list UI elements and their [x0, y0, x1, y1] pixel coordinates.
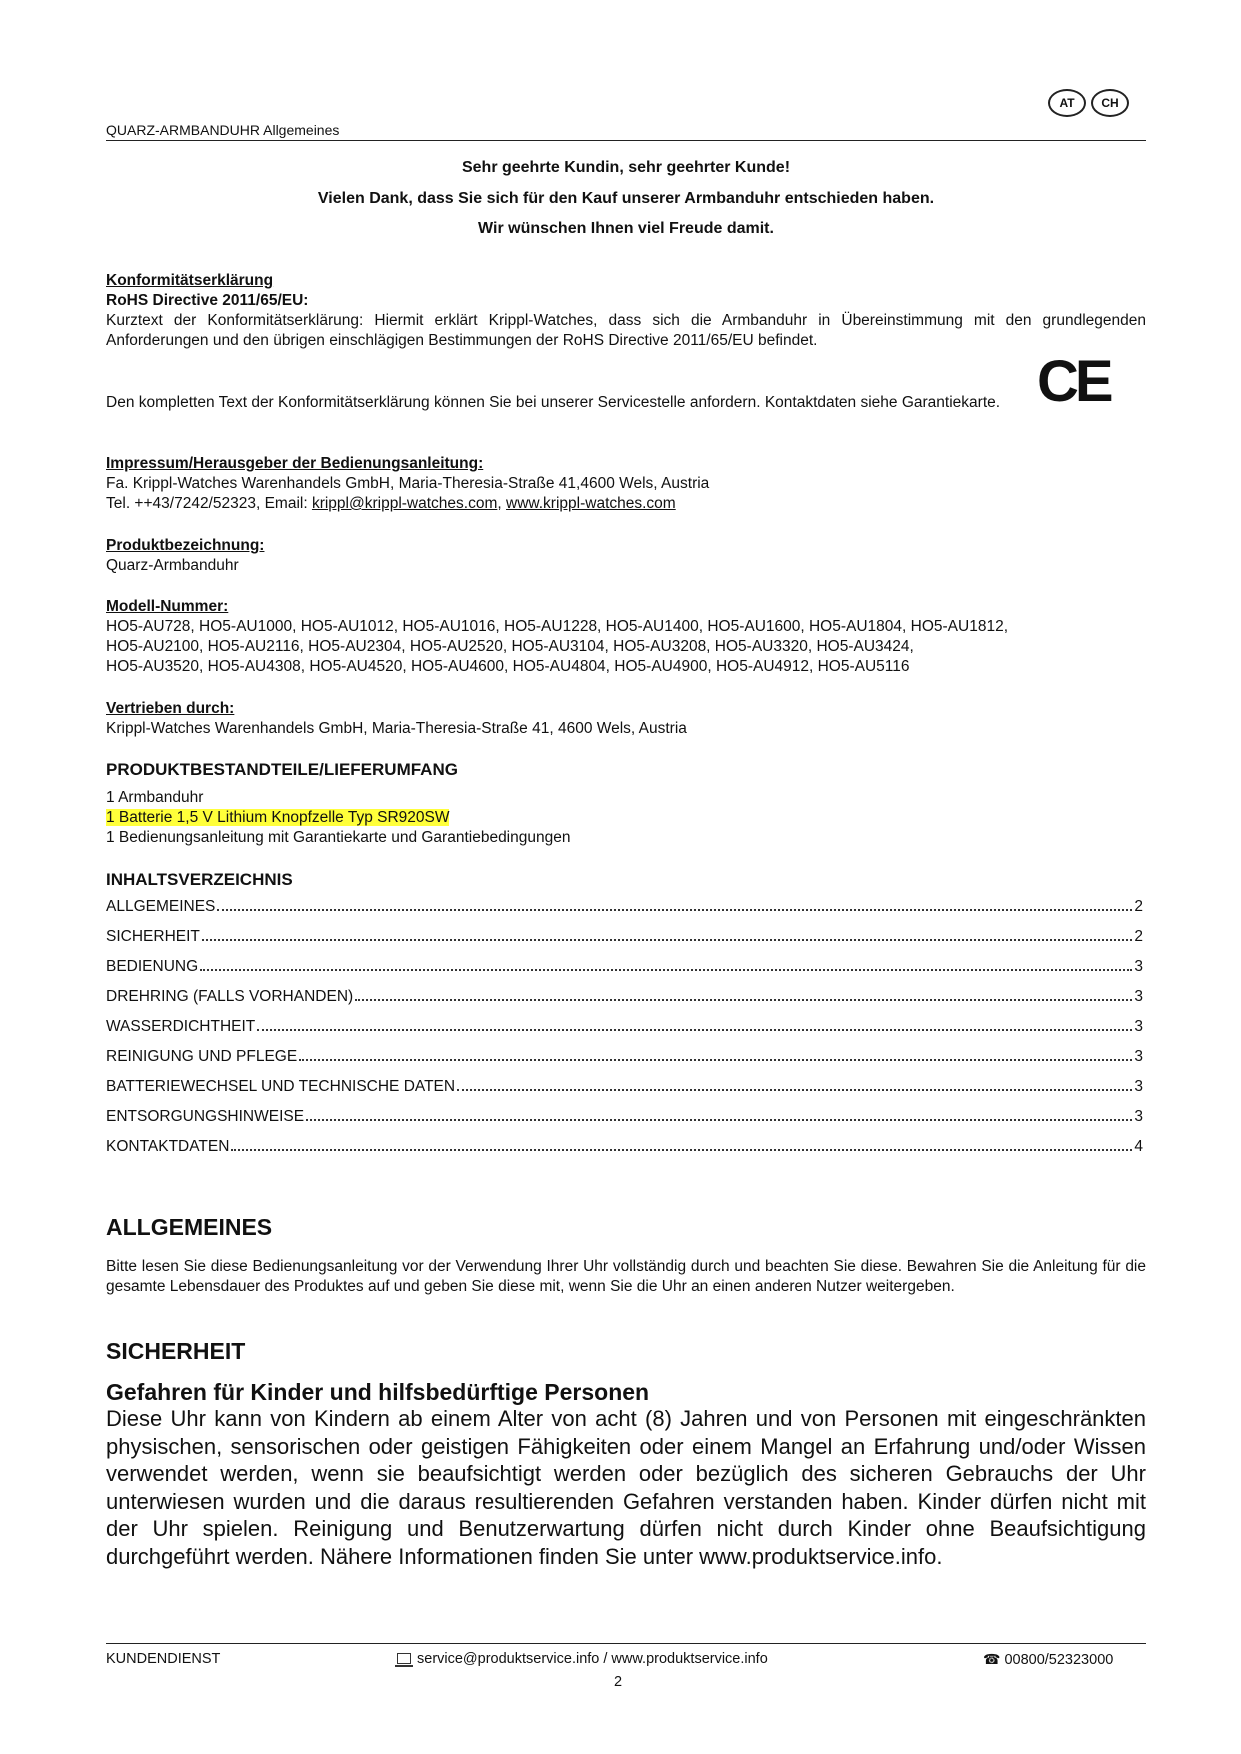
- impressum-separator: ,: [497, 495, 507, 512]
- toc-leader: [457, 1089, 1132, 1091]
- toc-entry-entsorgung[interactable]: [106, 1106, 1143, 1126]
- toc-page: 3: [1134, 1018, 1143, 1035]
- greeting-line-3: Wir wünschen Ihnen viel Freude damit.: [478, 220, 774, 237]
- impressum-address: Fa. Krippl-Watches Warenhandels GmbH, Maria-Theresia-Straße 41,4600 Wels, Austria: [106, 475, 710, 492]
- section-heading-sicherheit: SICHERHEIT: [106, 1338, 246, 1364]
- toc-label: BEDIENUNG: [106, 958, 199, 975]
- toc-leader: [202, 939, 1133, 941]
- greeting-line-2: Vielen Dank, dass Sie sich für den Kauf unserer Armbanduhr entschieden haben.: [317, 190, 935, 207]
- toc-label: ALLGEMEINES: [106, 898, 216, 915]
- highlight-mark: 1 Batterie 1,5 V Lithium Knopfzelle Typ SR920SW: [106, 809, 450, 826]
- conformity-text: Kurztext der Konformitätserklärung: Hiermit erklärt Krippl-Watches, dass sich die Armbanduhr in Übereinstimmung mit den grundlegenden Anforderungen und den übrigen einschlägigen Bestimmungen der RoHS Directive 2011/65/EU befindet.: [106, 312, 1146, 349]
- header-divider: [106, 140, 1146, 141]
- contents-item-highlighted: [106, 808, 449, 828]
- toc-label: REINIGUNG UND PFLEGE: [106, 1048, 298, 1065]
- product-name: Quarz-Armbanduhr: [106, 557, 239, 574]
- toc-entry-wasserdichtheit[interactable]: [106, 1016, 1143, 1036]
- footer-left: KUNDENDIENST: [106, 1651, 221, 1667]
- phone-icon: ☎: [983, 1651, 1001, 1667]
- toc-leader: [306, 1119, 1132, 1121]
- toc-entry-reinigung[interactable]: [106, 1046, 1143, 1066]
- toc-leader: [217, 909, 1132, 911]
- ce-mark: CE: [1037, 349, 1110, 414]
- toc-page: 3: [1134, 988, 1143, 1005]
- impressum-heading: Impressum/Herausgeber der Bedienungsanleitung:: [106, 455, 484, 472]
- toc-leader: [257, 1029, 1132, 1031]
- toc-page: 3: [1134, 1108, 1143, 1125]
- badge-ch: CH: [1091, 89, 1129, 117]
- greeting-line-1: Sehr geehrte Kundin, sehr geehrter Kunde!: [461, 159, 791, 176]
- header-title: QUARZ-ARMBANDUHR Allgemeines: [106, 122, 340, 138]
- toc-entry-drehring[interactable]: [106, 986, 1143, 1006]
- toc-page: 2: [1134, 928, 1143, 945]
- toc-entry-batteriewechsel[interactable]: [106, 1076, 1143, 1096]
- contents-item: 1 Bedienungsanleitung mit Garantiekarte und Garantiebedingungen: [106, 829, 571, 846]
- section-heading-allgemeines: ALLGEMEINES: [106, 1214, 273, 1240]
- page-number: 2: [614, 1674, 623, 1690]
- toc-leader: [355, 999, 1132, 1001]
- sicherheit-subheading: Gefahren für Kinder und hilfsbedürftige Personen: [106, 1379, 650, 1405]
- conformity-text-2: Den kompletten Text der Konformitätserklärung können Sie bei unserer Servicestelle anfordern. Kontaktdaten siehe Garantiekarte.: [106, 394, 1001, 411]
- toc-label: KONTAKTDATEN: [106, 1138, 230, 1155]
- footer-center: [397, 1651, 768, 1667]
- toc-label: DREHRING (FALLS VORHANDEN): [106, 988, 354, 1005]
- footer-phone: 00800/52323000: [1004, 1652, 1114, 1668]
- distributor-text: Krippl-Watches Warenhandels GmbH, Maria-Theresia-Straße 41, 4600 Wels, Austria: [106, 720, 687, 737]
- footer-divider: [106, 1643, 1146, 1644]
- toc-label: BATTERIEWECHSEL UND TECHNISCHE DATEN: [106, 1078, 456, 1095]
- impressum-email-link[interactable]: krippl@krippl-watches.com: [311, 495, 498, 512]
- sicherheit-text: Diese Uhr kann von Kindern ab einem Alter von acht (8) Jahren und von Personen mit eingeschränkten physischen, sensorischen oder geistigen Fähigkeiten oder einem Mangel an Erfahrung und/oder Wissen verwendet werden, wenn sie beaufsichtigt werden oder bezüglich des sicheren Gebrauchs der Uhr unterwiesen wurden und die daraus resultierenden Gefahren verstanden haben. Kinder dürfen nicht mit der Uhr spielen. Reinigung und Benutzerwartung dürfen nicht durch Kinder ohne Beaufsichtigung durchgeführt werden. Nähere Informationen finden Sie unter www.produktservice.info.: [106, 1406, 1146, 1569]
- conformity-subheading: RoHS Directive 2011/65/EU:: [106, 292, 309, 309]
- models-line-1: HO5-AU728, HO5-AU1000, HO5-AU1012, HO5-AU1016, HO5-AU1228, HO5-AU1400, HO5-AU1600, HO5-AU1804, HO5-AU1812,: [106, 618, 1008, 635]
- toc-page: 4: [1134, 1138, 1143, 1155]
- models-heading: Modell-Nummer:: [106, 598, 229, 615]
- toc-label: SICHERHEIT: [106, 928, 200, 945]
- distributor-heading: Vertrieben durch:: [106, 700, 235, 717]
- toc-leader: [299, 1059, 1132, 1061]
- toc-heading: INHALTSVERZEICHNIS: [106, 870, 293, 889]
- impressum-website-link[interactable]: www.krippl-watches.com: [506, 495, 676, 512]
- conformity-heading: Konformitätserklärung: [106, 272, 274, 289]
- toc-page: 3: [1134, 1078, 1143, 1095]
- toc-leader: [231, 1149, 1132, 1151]
- computer-icon: [397, 1653, 411, 1664]
- impressum-contact: [106, 494, 1146, 514]
- footer-right: [983, 1651, 1113, 1668]
- models-line-2: HO5-AU2100, HO5-AU2116, HO5-AU2304, HO5-AU2520, HO5-AU3104, HO5-AU3208, HO5-AU3320, HO5-AU3424,: [106, 638, 914, 655]
- toc-entry-kontaktdaten[interactable]: [106, 1136, 1143, 1156]
- impressum-phone: Tel. ++43/7242/52323, Email:: [106, 495, 312, 512]
- toc-entry-allgemeines[interactable]: [106, 896, 1143, 916]
- toc-entry-bedienung[interactable]: [106, 956, 1143, 976]
- toc-entry-sicherheit[interactable]: [106, 926, 1143, 946]
- toc-label: WASSERDICHTHEIT: [106, 1018, 256, 1035]
- badge-at: AT: [1048, 89, 1086, 117]
- toc-label: ENTSORGUNGSHINWEISE: [106, 1108, 305, 1125]
- product-heading: Produktbezeichnung:: [106, 537, 265, 554]
- footer-contact-text[interactable]: service@produktservice.info / www.produktservice.info: [417, 1651, 768, 1667]
- toc-page: 2: [1134, 898, 1143, 915]
- allgemeines-text: Bitte lesen Sie diese Bedienungsanleitung vor der Verwendung Ihrer Uhr vollständig durch und beachten Sie diese. Bewahren Sie die Anleitung für die gesamte Lebensdauer des Produktes auf und geben Sie diese mit, wenn Sie die Uhr an einen anderen Nutzer weitergeben.: [106, 1258, 1146, 1295]
- models-line-3: HO5-AU3520, HO5-AU4308, HO5-AU4520, HO5-AU4600, HO5-AU4804, HO5-AU4900, HO5-AU4912, HO5-AU5116: [106, 658, 910, 675]
- toc-page: 3: [1134, 958, 1143, 975]
- toc-leader: [200, 969, 1132, 971]
- contents-heading: PRODUKTBESTANDTEILE/LIEFERUMFANG: [106, 760, 458, 779]
- toc-page: 3: [1134, 1048, 1143, 1065]
- contents-item: 1 Armbanduhr: [106, 789, 204, 806]
